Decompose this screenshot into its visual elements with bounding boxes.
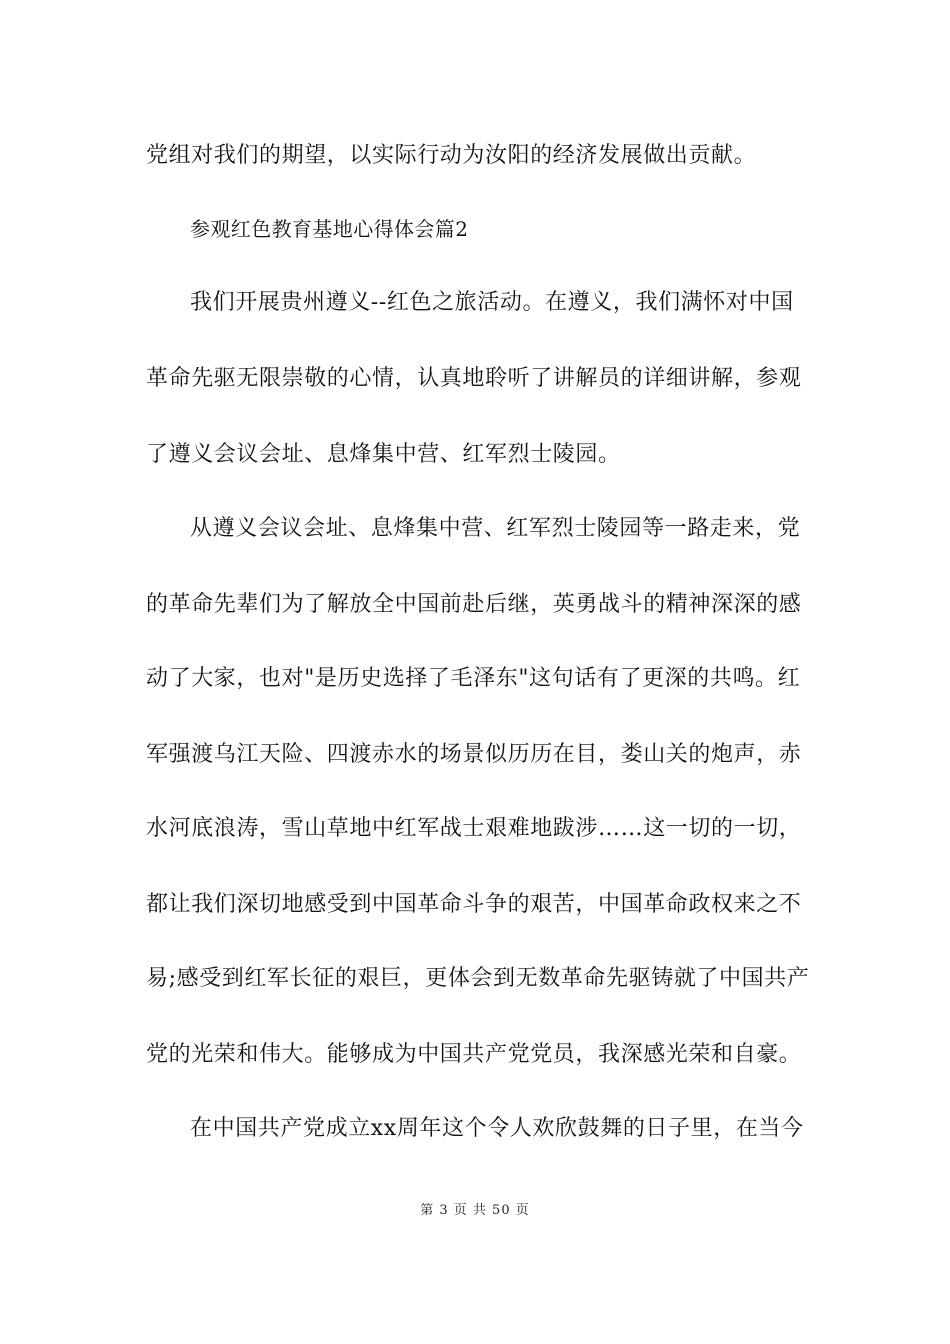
paragraph-line: 在中国共产党成立xx周年这个令人欢欣鼓舞的日子里，在当今 bbox=[190, 1116, 804, 1141]
paragraph-line: 易;感受到红军长征的艰巨，更体会到无数革命先驱铸就了中国共产 bbox=[146, 966, 810, 991]
paragraph-line: 党组对我们的期望，以实际行动为汝阳的经济发展做出贡献。 bbox=[146, 143, 757, 168]
paragraph-line: 了遵义会议会址、息烽集中营、红军烈士陵园。 bbox=[146, 442, 621, 467]
paragraph-line: 我们开展贵州遵义--红色之旅活动。在遵义，我们满怀对中国 bbox=[190, 290, 794, 315]
paragraph-line: 的革命先辈们为了解放全中国前赴后继，英勇战斗的精神深深的感 bbox=[146, 592, 802, 617]
section-heading: 参观红色教育基地心得体会篇2 bbox=[190, 217, 469, 241]
paragraph-line: 都让我们深切地感受到中国革命斗争的艰苦，中国革命政权来之不 bbox=[146, 892, 802, 917]
paragraph-line: 动了大家，也对"是历史选择了毛泽东"这句话有了更深的共鸣。红 bbox=[146, 666, 801, 691]
page-number-footer: 第 3 页 共 50 页 bbox=[420, 1203, 530, 1218]
paragraph-line: 军强渡乌江天险、四渡赤水的场景似历历在目，娄山关的炮声，赤 bbox=[146, 742, 802, 767]
paragraph-line: 水河底浪涛，雪山草地中红军战士艰难地跋涉……这一切的一切， bbox=[146, 816, 802, 841]
paragraph-line: 革命先驱无限崇敬的心情，认真地聆听了讲解员的详细讲解，参观 bbox=[146, 366, 802, 391]
paragraph-line: 党的光荣和伟大。能够成为中国共产党党员，我深感光荣和自豪。 bbox=[146, 1042, 802, 1067]
paragraph-line: 从遵义会议会址、息烽集中营、红军烈士陵园等一路走来，党 bbox=[190, 516, 801, 541]
